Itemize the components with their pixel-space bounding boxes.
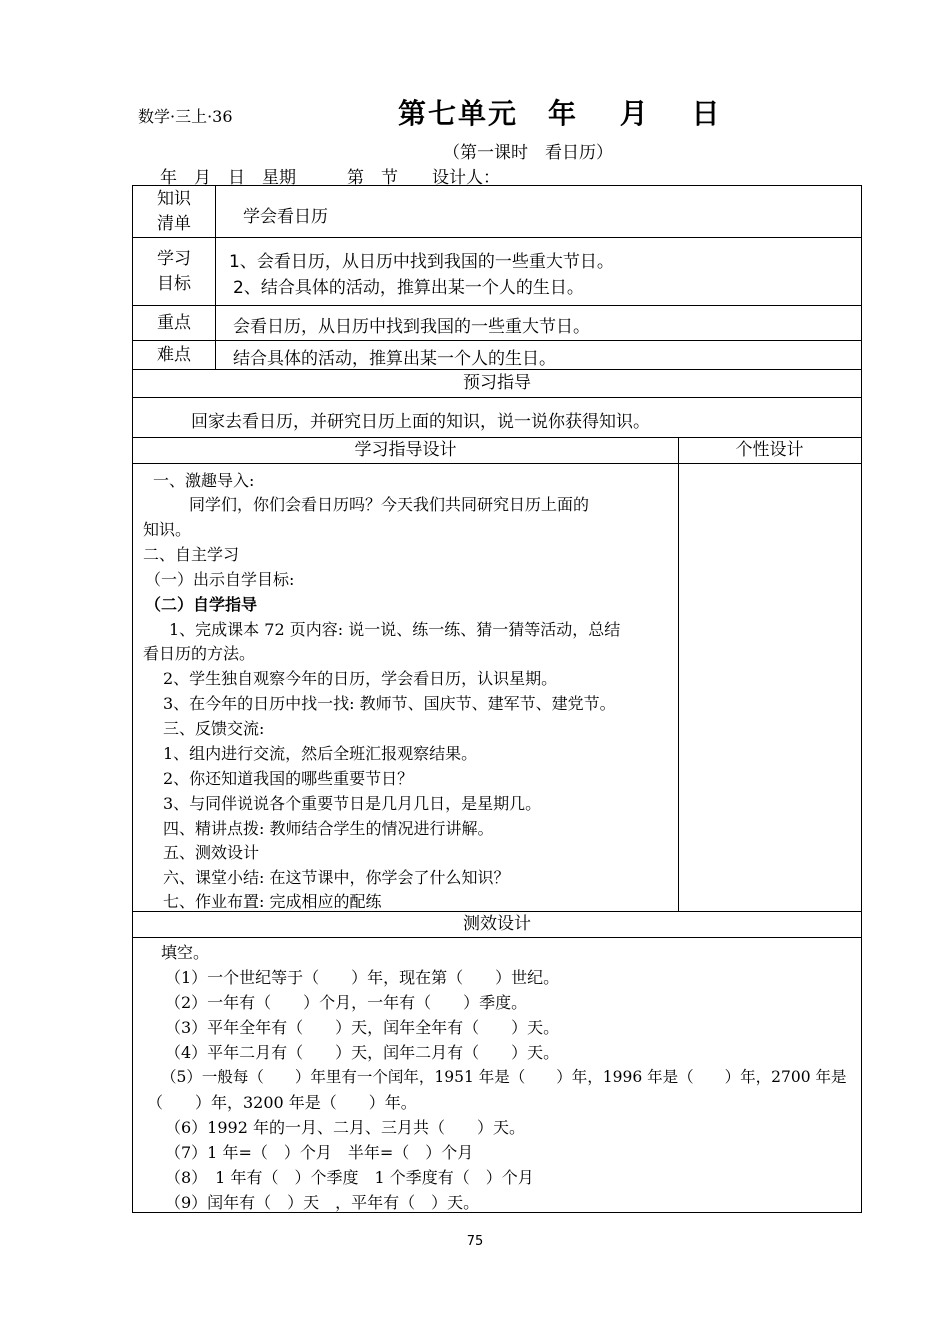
test-header: [133, 912, 861, 938]
design-line: 一、激趣导入:: [153, 471, 255, 490]
date-line: 年 月 日 星期 第 节 设计人：: [160, 168, 500, 188]
test-line: （ ）年，3200 年是（ ）年。: [147, 1093, 417, 1112]
page-number: 75: [466, 1234, 484, 1249]
design-line: 五、测效设计: [163, 843, 260, 862]
test-line: （6）1992 年的一月、二月、三月共（ ）天。: [165, 1118, 525, 1137]
key-label: [133, 306, 216, 340]
preview-text: 回家去看日历，并研究日历上面的知识，说一说你获得知识。: [191, 412, 650, 432]
design-line: 二、自主学习: [143, 545, 240, 564]
design-line: 三、反馈交流:: [163, 719, 265, 738]
difficulty-value: 结合具体的活动，推算出某一个人的生日。: [233, 349, 556, 369]
test-line: （7）1 年=（ ）个月 半年=（ ）个月: [165, 1143, 474, 1162]
design-line: 知识。: [143, 520, 192, 539]
difficulty-row: [133, 341, 861, 370]
design-line: 2、学生独自观察今年的日历，学会看日历，认识星期。: [163, 669, 558, 688]
lesson-table: [132, 185, 862, 1213]
difficulty-label: [133, 341, 216, 369]
key-row: [133, 306, 861, 341]
test-line: （9）闰年有（ ）天 ，平年有（ ）天。: [165, 1193, 480, 1212]
design-header-right-text: 个性设计: [735, 440, 804, 460]
design-header-right: [678, 438, 861, 463]
goal-item: 1、会看日历，从日历中找到我国的一些重大节日。: [229, 252, 614, 272]
goal-item: 2、结合具体的活动，推算出某一个人的生日。: [233, 278, 584, 298]
design-line: 1、完成课本 72 页内容: 说一说、练一练、猜一猜等活动，总结: [169, 620, 621, 639]
design-line: 2、你还知道我国的哪些重要节日？: [163, 769, 414, 788]
key-value: 会看日历，从日历中找到我国的一些重大节日。: [233, 317, 590, 337]
test-line: （4）平年二月有（ ）天，闰年二月有（ ）天。: [165, 1043, 560, 1062]
label-line: 清单: [157, 213, 191, 234]
test-line: （5）一般每（ ）年里有一个闰年，1951 年是（ ）年，1996 年是（ ）年，2700 年是: [161, 1068, 847, 1086]
design-line: （二）自学指导: [145, 595, 258, 614]
knowledge-row: [133, 186, 861, 238]
test-line: （2）一年有（ ）个月，一年有（ ）季度。: [165, 993, 528, 1012]
preview-header-text: 预习指导: [463, 373, 531, 393]
design-line: 看日历的方法。: [143, 644, 256, 663]
label-line: 目标: [157, 273, 191, 294]
design-header: [133, 438, 861, 464]
design-header-left: [133, 438, 679, 463]
design-line: 1、组内进行交流，然后全班汇报观察结果。: [163, 744, 478, 763]
goals-label: [133, 238, 216, 305]
design-line: 同学们，你们会看日历吗？今天我们共同研究日历上面的: [189, 495, 590, 514]
knowledge-label: [133, 186, 216, 237]
design-header-left-text: 学习指导设计: [354, 440, 457, 460]
unit-title: 第七单元 年 月 日: [398, 97, 722, 130]
label-line: 学习: [157, 248, 191, 269]
header-code: 数学·三上·36: [138, 107, 233, 126]
preview-header: [133, 370, 861, 398]
label-line: 难点: [157, 344, 191, 365]
design-line: 六、课堂小结: 在这节课中，你学会了什么知识？: [163, 868, 510, 887]
test-line: （1）一个世纪等于（ ）年，现在第（ ）世纪。: [165, 968, 560, 987]
test-line: 填空。: [161, 943, 210, 962]
test-body: [133, 938, 861, 1212]
design-line: 七、作业布置: 完成相应的配练: [163, 892, 382, 911]
preview-row: [133, 398, 861, 438]
design-line: 四、精讲点拨: 教师结合学生的情况进行讲解。: [163, 819, 494, 838]
lesson-subtitle: （第一课时 看日历）: [443, 143, 613, 163]
design-line: 3、在今年的日历中找一找: 教师节、国庆节、建军节、建党节。: [163, 694, 616, 713]
test-line: （8） 1 年有（ ）个季度 1 个季度有（ ）个月: [165, 1168, 534, 1187]
goals-row: [133, 238, 861, 306]
design-body: [133, 464, 861, 912]
label-line: 知识: [157, 188, 191, 209]
design-divider: [678, 464, 679, 911]
label-line: 重点: [157, 312, 191, 333]
test-header-text: 测效设计: [463, 914, 531, 934]
design-line: （一）出示自学目标:: [145, 570, 295, 589]
knowledge-value: 学会看日历: [243, 207, 328, 227]
design-line: 3、与同伴说说各个重要节日是几月几日，是星期几。: [163, 794, 542, 813]
test-line: （3）平年全年有（ ）天，闰年全年有（ ）天。: [165, 1018, 560, 1037]
